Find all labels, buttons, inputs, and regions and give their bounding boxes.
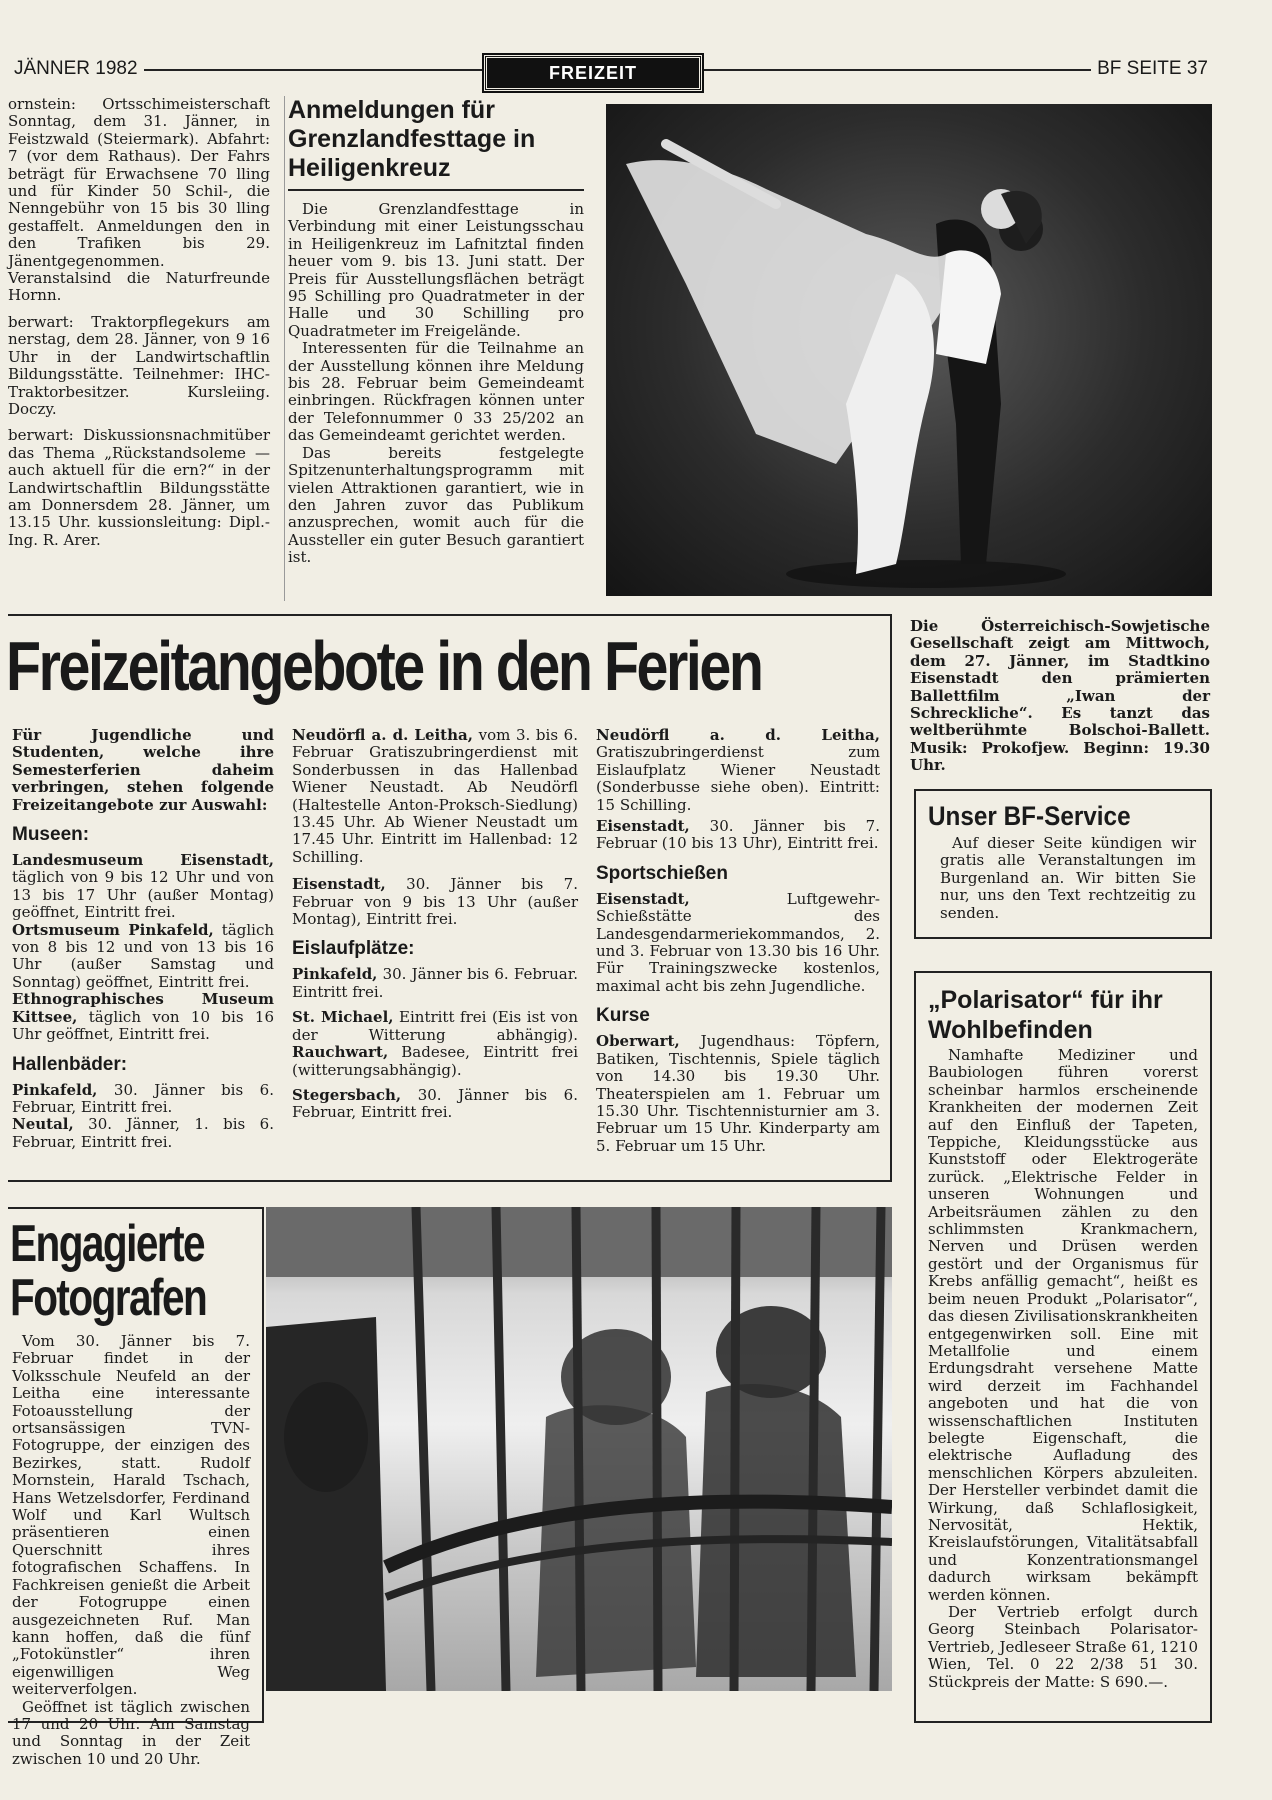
entry-place: Rauchwart, [292, 1043, 389, 1062]
entry-place: Oberwart, [596, 1032, 680, 1051]
issue-date: JÄNNER 1982 [8, 58, 144, 80]
entry-text: vom 3. bis 6. Februar Gratiszubringerdienst mit Sonderbussen in das Hallenbad Wiener Neustadt. Ab Neudörfl (Haltestelle Anton-Proksch-Siedlung) 13.45 Uhr. Ab Wiener Neustadt um 17.45 Uhr. Eintritt im Hallenbad: 12 Schilling. [292, 726, 578, 866]
entry-text: Gratiszubringerdienst zum Eislaufplatz Wiener Neustadt (Sonderbusse siehe oben). Eintritt: 15 Schilling. [596, 743, 880, 814]
entry [292, 727, 578, 866]
entry-place: Neutal, [12, 1115, 74, 1134]
entry [12, 922, 274, 992]
foto-paragraph: Geöffnet ist täglich zwischen 17 und 20 Uhr. Am Samstag und Sonntag in der Zeit zwischen 10 und 20 Uhr. [12, 1697, 250, 1768]
grenzland-paragraph: Interessenten für die Teilnahme an der Ausstellung können ihre Meldung bis 28. Februar beim Gemeindeamt einbringen. Rückfragen können unter der Telefonnummer 0 33 25/202 an das Gemeindeamt gerichtet werden. [288, 339, 584, 445]
entry-place: Ethnographisches Museum Kittsee, [12, 990, 274, 1026]
column-divider [284, 96, 285, 601]
entry-place: Neudörfl a. d. Leitha, [596, 726, 880, 744]
entry-text: 30. Jänner bis 7. Februar (10 bis 13 Uhr), Eintritt frei. [596, 817, 880, 853]
entry [596, 727, 880, 814]
grenzland-headline: Anmeldungen für Grenzlandfesttage in Heiligenkreuz [288, 96, 584, 191]
entry-place: Stegersbach, [292, 1085, 402, 1104]
polarisator-box [914, 971, 1212, 1723]
shadow-figures-image [266, 1207, 892, 1691]
service-box [914, 789, 1212, 939]
entry [12, 991, 274, 1043]
entry-place: Eisenstadt, [596, 817, 690, 836]
entry-place: Pinkafeld, [12, 1080, 98, 1099]
grenzland-paragraph: Das bereits festgelegte Spitzenunterhaltungsprogramm mit vielen Attraktionen garantiert, wie in den Jahren zuvor das Publikum anzusprechen, womit auch für die Aussteller ein guter Besuch garantiert ist. [288, 443, 584, 567]
ballet-photo [606, 104, 1212, 596]
ferien-column-3 [596, 727, 880, 1155]
entry-text: 30. Jänner bis 6. Februar, Eintritt frei. [292, 1085, 578, 1122]
entry-text: 30. Jänner, 1. bis 6. Februar, Eintritt frei. [12, 1115, 274, 1151]
entry-text: Badesee, Eintritt frei (witterungsabhängig). [292, 1043, 578, 1079]
shadows-bars-photo [266, 1207, 892, 1691]
ferien-intro: Für Jugendliche und Studenten, welche ihre Semesterferien daheim verbringen, stehen folgende Freizeitangebote zur Auswahl: [12, 726, 274, 814]
entry-place: Eisenstadt, [596, 889, 690, 908]
grenzland-paragraph: Die Grenzlandfesttage in Verbindung mit einer Leistungsschau in Heiligenkreuz im Lafnitztal finden heuer vom 9. bis 13. Juni statt. Der Preis für Ausstellungsflächen beträgt 95 Schilling pro Quadratmeter in der Halle und 30 Schilling pro Quadratmeter im Freigelände. [288, 200, 584, 340]
ferien-column-1 [12, 727, 274, 1151]
entry [596, 891, 880, 995]
entry-text: täglich von 10 bis 16 Uhr geöffnet, Eintritt frei. [12, 1007, 274, 1044]
entry-text: täglich von 9 bis 12 Uhr und von 13 bis 17 Uhr (außer Montag) geöffnet, Eintritt frei. [12, 868, 274, 922]
entry-place: St. Michael, [292, 1008, 394, 1027]
entry [292, 966, 578, 1001]
subheading-sportschiessen: Sportschießen [596, 862, 728, 884]
subheading-hallenbaeder: Hallenbäder: [12, 1053, 128, 1075]
entry-place: Pinkafeld, [292, 965, 378, 984]
service-headline: Unser BF-Service [928, 801, 1131, 831]
subheading-museen: Museen: [12, 824, 90, 846]
entry-text: 30. Jänner bis 6. Februar. Eintritt frei. [292, 965, 578, 1001]
subheading-eislaufplaetze: Eislaufplätze: [292, 938, 415, 960]
ferien-headline: Freizeitangebote in den Ferien [6, 627, 762, 705]
entry-text: Luftgewehr-Schießstätte des Landesgendarmeriekommandos, 2. und 3. Februar von 13.30 bis 16 Uhr. Für Trainingszwecke kostenlos, maximal acht bis zehn Jugendliche. [596, 889, 880, 995]
entry-text: täglich von 8 bis 12 und von 13 bis 16 Uhr (außer Samstag und Sonntag) geöffnet, Eintritt frei. [12, 920, 275, 991]
ferien-column-2 [292, 727, 578, 1122]
polarisator-paragraph: Der Vertrieb erfolgt durch Georg Steinbach Polarisator-Vertrieb, Jedleseer Straße 61, 1210 Wien, Tel. 0 22 2/38 51 30. Stückpreis der Matte: S 690.—. [928, 1603, 1198, 1691]
foto-headline: Engagierte Fotografen [10, 1215, 207, 1327]
section-label: FREIZEIT [484, 55, 702, 91]
left-paragraph: berwart: Diskussionsnachmitüber das Thema „Rückstandsoleme — auch aktuell für die ern?“ in der Landwirtschaftlin Bildungsstätte am Donnersdem 28. Jänner, um 13.15 Uhr. kussionsleitung: Dipl.-Ing. R. Arer. [8, 426, 270, 549]
polarisator-headline: „Polarisator“ für ihr Wohlbefinden [928, 986, 1163, 1044]
grenzland-article [288, 96, 584, 567]
polarisator-paragraph: Namhafte Mediziner und Baubiologen führen vorerst scheinbar harmlos erscheinende Krankheiten der modernen Zeit auf den Einfluß der Tapeten, Teppiche, Kleidungsstücke aus Kunststoff oder Elektrogeräte zurück. „Elektrische Felder in unseren Wohnungen und Arbeitsräumen zählen zu den schlimmsten Krankmachern, Nerven und Drüsen werden gestört und der Organismus für Krebs anfällig gemacht“, heißt es beim neuen Produkt „Polarisator“, das diesen Zivilisationskrankheiten entgegenwirken soll. Eine mit Metallfolie und einem Erdungsdraht versehene Matte wird derzeit im Fachhandel angeboten und hat die von wissenschaftlichen Instituten belegte Eigenschaft, die elektrische Aufladung des menschlichen Körpers abzuleiten. Der Hersteller verbindet damit die Wirkung, daß Schlaflosigkeit, Nervosität, Hektik, Kreislaufstörungen, Vitalitätsabfall und Konzentrationsmangel dadurch wirksam bekämpft werden können. [928, 1046, 1198, 1604]
entry [292, 1087, 578, 1122]
left-paragraph: ornstein: Ortsschimeisterschaft Sonntag, dem 31. Jänner, in Feistzwald (Steiermark). Abfahrt: 7 (vor dem Rathaus). Der Fahrs beträgt für Erwachsene 70 lling und für Kinder 50 Schil-, die Nenngebühr von 15 bis 30 lling gestaffelt. Anmeldungen den in den Trafiken bis 29. Jänentgegenommen. Veranstalsind die Naturfreunde Hornn. [8, 95, 270, 305]
entry [596, 1033, 880, 1155]
foto-box [8, 1207, 264, 1768]
left-column [8, 96, 270, 549]
entry-text: 30. Jänner bis 7. Februar von 9 bis 13 Uhr (außer Montag), Eintritt frei. [292, 875, 578, 929]
ballet-caption: Die Österreichisch-Sowjetische Gesellschaft zeigt am Mittwoch, dem 27. Jänner, im Stadtkino Eisenstadt den prämierten Ballettfilm „Iwan der Schreckliche“. Es tanzt das weltberühmte Bolschoi-Ballett. Musik: Prokofjew. Beginn: 19.30 Uhr. [910, 617, 1210, 775]
subheading-kurse: Kurse [596, 1005, 650, 1027]
left-paragraph: berwart: Traktorpflegekurs am nerstag, dem 28. Jänner, von 9 16 Uhr in der Landwirtschaftlin Bildungsstätte. Teilnehmer: IHC-Traktorbesitzer. Kursleiing. Doczy. [8, 312, 270, 418]
entry-place: Eisenstadt, [292, 875, 386, 894]
entry-place: Landesmuseum Eisenstadt, [12, 851, 274, 870]
entry-text: Jugendhaus: Töpfern, Batiken, Tischtennis, Spiele täglich von 14.30 bis 19.30 Uhr. Theaterspielen am 1. Februar um 15.30 Uhr. Tischtennisturnier am 3. Februar um 15 Uhr. Kinderparty am 5. Februar um 15 Uhr. [596, 1032, 880, 1155]
entry [12, 1116, 274, 1151]
entry [292, 1009, 578, 1079]
entry-place: Neudörfl a. d. Leitha, [292, 726, 473, 744]
entry [292, 876, 578, 928]
service-text: Auf dieser Seite kündigen wir gratis alle Veranstaltungen im Burgenland an. Wir bitten Sie nur, uns den Text rechtzeitig zu senden. [940, 834, 1196, 922]
ballet-dancers-image [606, 104, 1212, 596]
entry-text: 30. Jänner bis 6. Februar, Eintritt frei. [12, 1080, 274, 1116]
page-number: BF SEITE 37 [1091, 58, 1214, 80]
foto-paragraph: Vom 30. Jänner bis 7. Februar findet in der Volksschule Neufeld an der Leitha eine interessante Fotoausstellung der ortsansässigen TVN-Fotogruppe, der einzigen des Bezirkes, statt. Rudolf Mornstein, Harald Tschach, Hans Wetzelsdorfer, Ferdinand Wolf und Karl Wultsch präsentieren einen Querschnitt ihres fotografischen Schaffens. In Fachkreisen genießt die Arbeit der Fotogruppe einen ausgezeichneten Ruf. Man kann hoffen, daß die fünf „Fotokünstler“ ihren eigenwilligen Weg weiterverfolgen. [12, 1332, 250, 1699]
entry [12, 1082, 274, 1117]
entry-place: Ortsmuseum Pinkafeld, [12, 920, 214, 939]
entry [12, 852, 274, 922]
entry-text: Eintritt frei (Eis ist von der Witterung abhängig). [292, 1008, 578, 1044]
entry [596, 818, 880, 853]
